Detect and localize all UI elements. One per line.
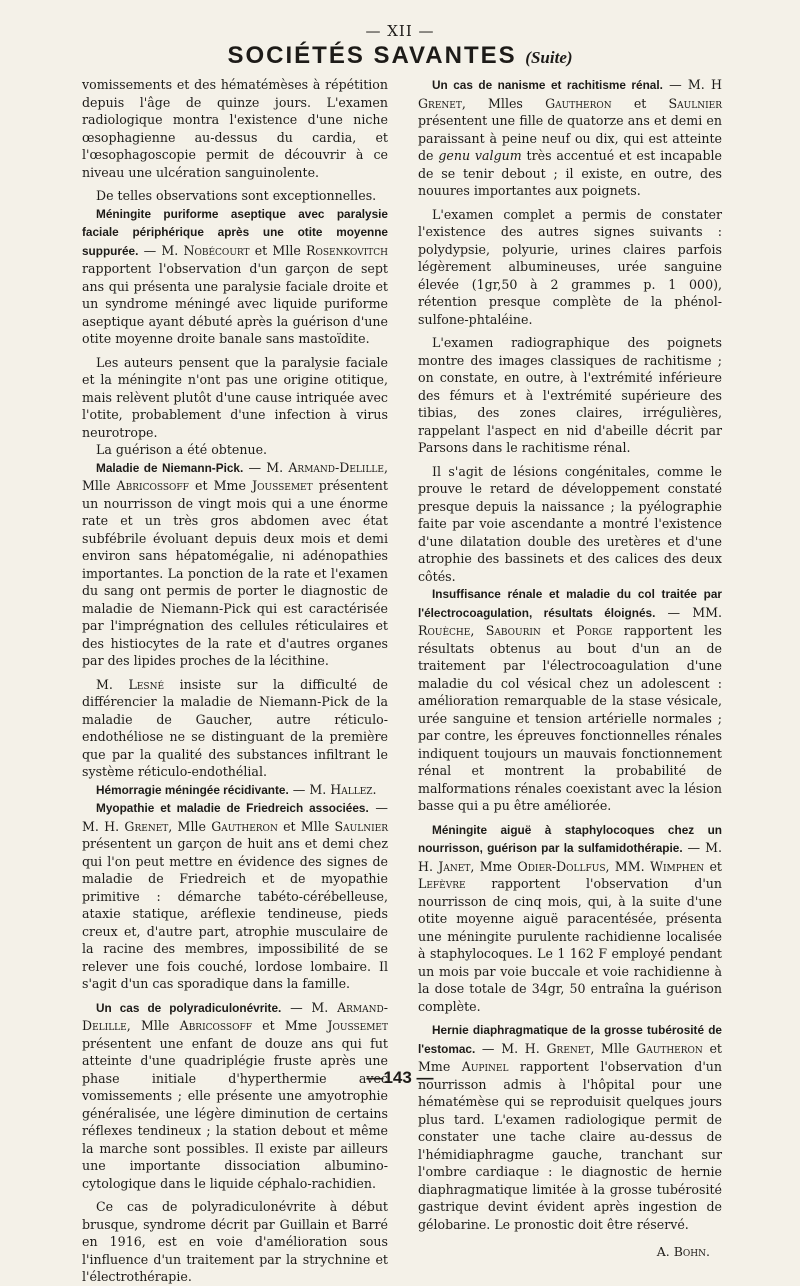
- author: Lefèvre: [418, 876, 466, 891]
- author: Saulnier: [668, 95, 722, 111]
- section-text: rapportent l'observation d'un nourrisson de cinq mois, qui, à la suite d'une otite moyenne aiguë paracentésée, présenta une méningite purulente rachidienne localisée à staphylocoques. Le 1 162 F employé pendant un mois par voie buccale et voie rachidienne à la dose totale de 34gr, 50 entraîna la guérison complète.: [418, 876, 722, 1014]
- page-number-roman: — XII —: [365, 22, 435, 40]
- connector: , Mlle: [126, 1018, 180, 1033]
- period: .: [372, 781, 377, 797]
- connector: et: [540, 623, 577, 638]
- section-title: Insuffisance rénale et maladie du col traitée par l'électrocoagulation, résultats éloignés.: [418, 587, 722, 620]
- section-title: Maladie de Niemann-Pick.: [96, 460, 244, 475]
- author: Nobécourt: [183, 242, 250, 258]
- connector: , Mlle: [590, 1040, 637, 1056]
- left-column: [82, 76, 388, 1286]
- dash: — M.: [288, 781, 331, 797]
- author: Lesné: [128, 676, 165, 692]
- paragraph: Les auteurs pensent que la paralysie faciale et la méningite n'ont pas une origine otitique, mais relèvent plutôt d'une cause intriquée avec l'otite, probablement d'une infection à virus neurotrope.: [82, 354, 388, 440]
- connector: , Mlle: [82, 459, 388, 493]
- connector: et Mlle: [277, 818, 335, 834]
- author: Armand-Delille: [82, 999, 388, 1033]
- paragraph: L'examen complet a permis de constater l'existence des autres signes suivants : polydypsie, polyurie, urines claires parfois légèrement albumineuses, urée sanguine élevée (1gr,50 à 2 grammes p. 1 000), rétention presque complète de la phénol-sulfone-phtaléine.: [418, 206, 722, 327]
- section-meningite-puriforme: [82, 205, 388, 348]
- dash: — M. H.: [475, 1040, 547, 1056]
- section-title: Hernie diaphragmatique de la grosse tubérosité de l'estomac.: [418, 1023, 722, 1056]
- author: Janet: [438, 858, 471, 874]
- dash: — M. H: [662, 77, 722, 92]
- author: Hallez: [330, 781, 373, 797]
- section-title: Méningite puriforme aseptique avec paralysie faciale périphérique après une otite moyenne suppurée.: [82, 206, 388, 258]
- connector: , Mlles: [461, 95, 546, 111]
- dash: — M. H.: [418, 840, 722, 874]
- page-number: —143 —: [366, 1068, 434, 1087]
- connector: , Mlle: [168, 818, 212, 834]
- page-title: [0, 42, 800, 70]
- section-myopathie: [82, 799, 388, 993]
- dash: — M.: [243, 459, 289, 475]
- dash: — M.: [138, 242, 184, 258]
- section-title: Méningite aiguë à staphylocoques chez un nourrisson, guérison par la sulfamidothérapie.: [418, 822, 722, 855]
- section-text: présentent une fille de quatorze ans et demi en paraissant à peine neuf ou dix, qui est atteinte de: [418, 113, 722, 163]
- connector: et Mme: [251, 1018, 328, 1033]
- section-hernie-diaphragmatique: [418, 1021, 722, 1233]
- connector: et Mlle: [249, 242, 307, 258]
- section-niemann-pick: [82, 459, 388, 670]
- dash: — M.: [281, 999, 338, 1015]
- prefix: M.: [96, 676, 129, 692]
- author: Grenet: [546, 1040, 591, 1056]
- paragraph: L'examen radiographique des poignets montre des images classiques de rachitisme ; on constate, en outre, à l'extrémité inférieure des fémurs et à l'extrémité supérieure des tibias, des zones claires, irrégulières, rappelant l'aspect en nid d'abeille décrit par Parsons dans le rachitisme rénal.: [418, 335, 722, 455]
- connector: et Mme: [188, 478, 253, 493]
- author: Wimphen: [650, 858, 705, 874]
- author: Odier-Dollfus: [517, 858, 606, 874]
- section-text: rapportent l'observation d'un garçon de sept ans qui présenta une paralysie faciale droite et un syndrome méningé avec liquide puriforme aseptique ayant débuté après la guérison d'une otite moyenne droite banale sans mastoïdite.: [82, 261, 388, 346]
- author: Joussemet: [327, 1018, 388, 1033]
- author: Saulnier: [334, 818, 389, 834]
- author: Grenet: [418, 95, 462, 111]
- section-hemorragie: [82, 781, 388, 800]
- section-text: très accentué et est incapable de se tenir debout ; il existe, en outre, des nouures importantes aux poignets.: [418, 148, 722, 198]
- italic-term: genu valgum: [438, 148, 522, 163]
- section-text: rapportent l'observation d'un nourrisson admis à l'hôpital pour une hématémèse qui se reproduisit quelques jours plus tard. L'examen radiologique permit de constater une tache claire au-dessus de l'hémidiaphragme gauche, tranchant sur l'ombre cardiaque : le diagnostic de hernie diaphragmatique limitée à la grosse tubérosité gastrique devint évident après ingestion de gélobarine. Le pronostic doit être réservé.: [418, 1059, 722, 1232]
- author: Rosenkovitch: [306, 242, 388, 258]
- paragraph-text: insiste sur la difficulté de différencier la maladie de Niemann-Pick de la maladie de Gaucher, autre réticulo-endothéliose ne se distinguant de la première que par la qualité des substances infiltrant le système réticulo-endothélial.: [82, 676, 389, 779]
- paragraph: vomissements et des hématémèses à répétition depuis l'âge de quinze jours. L'examen radiologique montra l'existence d'une niche œsophagienne au-dessus du cardia, et l'œsophagoscopie permit de découvrir à ce niveau une ulcération sanguinolente.: [82, 77, 388, 180]
- author: Sabourin: [485, 623, 541, 638]
- connector: , MM.: [605, 858, 651, 874]
- section-text: présentent une enfant de douze ans qui fut atteinte d'une quadriplégie fruste après une phase initiale d'hyperthermie avec vomissements ; elle présente une amyotrophie généralisée, une légère diminution de certains réflexes tendineux ; la station debout et même la marche sont possibles. Il existe par ailleurs une importante dissociation albumino-cytologique dans le liquide céphalo-rachidien.: [82, 1035, 388, 1191]
- section-text: présentent un garçon de huit ans et demi chez qui l'on peut mettre en évidence des signes de maladie de Friedreich et de myopathie primitive : démarche tabéto-cérébelleuse, ataxie statique, aréflexie tendineuse, pieds creux et, d'autre part, atrophie musculaire de la racine des membres, impossibilité de se relever une fois couché, lordose lombaire. Il s'agit d'un cas sporadique dans la famille.: [82, 836, 388, 991]
- paragraph: [82, 676, 388, 781]
- author: Porge: [576, 623, 613, 638]
- author: Gautheron: [211, 818, 278, 834]
- section-polyradiculonevrite: [82, 999, 388, 1193]
- section-meningite-staphylocoques: [418, 821, 722, 1016]
- author: Joussemet: [252, 478, 313, 493]
- author: Gautheron: [545, 95, 612, 111]
- section-insuffisance-renale: [418, 585, 722, 815]
- connector: ,: [470, 623, 486, 638]
- section-title: Myopathie et maladie de Friedreich associées.: [96, 801, 369, 815]
- dash: — MM.: [655, 604, 722, 620]
- title-main: SOCIÉTÉS SAVANTES: [227, 42, 517, 69]
- title-suffix: (Suite): [525, 48, 573, 67]
- connector: et: [704, 858, 722, 874]
- section-title: Un cas de nanisme et rachitisme rénal.: [432, 78, 663, 92]
- paragraph: Il s'agit de lésions congénitales, comme le prouve le retard de développement constaté presque depuis la naissance ; la pyélographie faite par voie ascendante a montré l'existence d'une dilatation double des uretères et d'une atrophie des bassinets et des calices des deux côtés.: [418, 463, 722, 584]
- section-title: Hémorragie méningée récidivante.: [96, 782, 289, 797]
- paragraph: De telles observations sont exceptionnelles.: [96, 188, 377, 203]
- section-text: rapportent les résultats obtenus au bout d'un an de traitement par l'électrocoagulation d'une maladie du col vésical chez un adolescent : amélioration remarquable de la stase vésicale, urée sanguine et tension artérielle normales ; par contre, les épreuves fonctionnelles rénales indiquent toujours un mauvais fonctionnement rénal et montrent la probabilité de malformations rénales coexistant avec la lésion basse qui a pu être améliorée.: [418, 623, 723, 813]
- author: Grenet: [124, 818, 169, 834]
- author: Abricossoff: [116, 478, 189, 493]
- author: Armand-Delille: [288, 459, 384, 475]
- paragraph: Ce cas de polyradiculonévrite à début brusque, syndrome décrit par Guillain et Barré en 1916, est en voie d'amélioration sous l'influence d'un traitement par la strychnine et l'électrothérapie.: [82, 1199, 388, 1284]
- author: Abricossoff: [179, 1018, 252, 1033]
- dash: — M. H.: [82, 800, 388, 834]
- connector: et: [611, 95, 669, 111]
- section-title: Un cas de polyradiculonévrite.: [96, 1000, 282, 1015]
- author: Gautheron: [636, 1040, 703, 1056]
- connector: , Mme: [470, 858, 518, 874]
- section-nanisme: [418, 76, 722, 200]
- connector: et Mme: [418, 1040, 722, 1074]
- signature: A. Bohn.: [656, 1244, 710, 1259]
- section-text: présentent un nourrisson de vingt mois qui a une énorme rate et un très gros abdomen avec état subfébrile évoluant depuis deux mois et demi environ sans hépatomégalie, ni adénopathies importantes. La ponction de la rate et l'examen du sang ont permis de porter le diagnostic de maladie de Niemann-Pick qui est caractérisée par l'imprégnation des cellules réticulaires et des histiocytes de la rate et d'autres organes par des lipides proches de la lécithine.: [82, 478, 388, 668]
- author: Rouèche: [418, 623, 471, 638]
- paragraph: La guérison a été obtenue.: [96, 442, 268, 457]
- author: Aupinel: [461, 1059, 509, 1074]
